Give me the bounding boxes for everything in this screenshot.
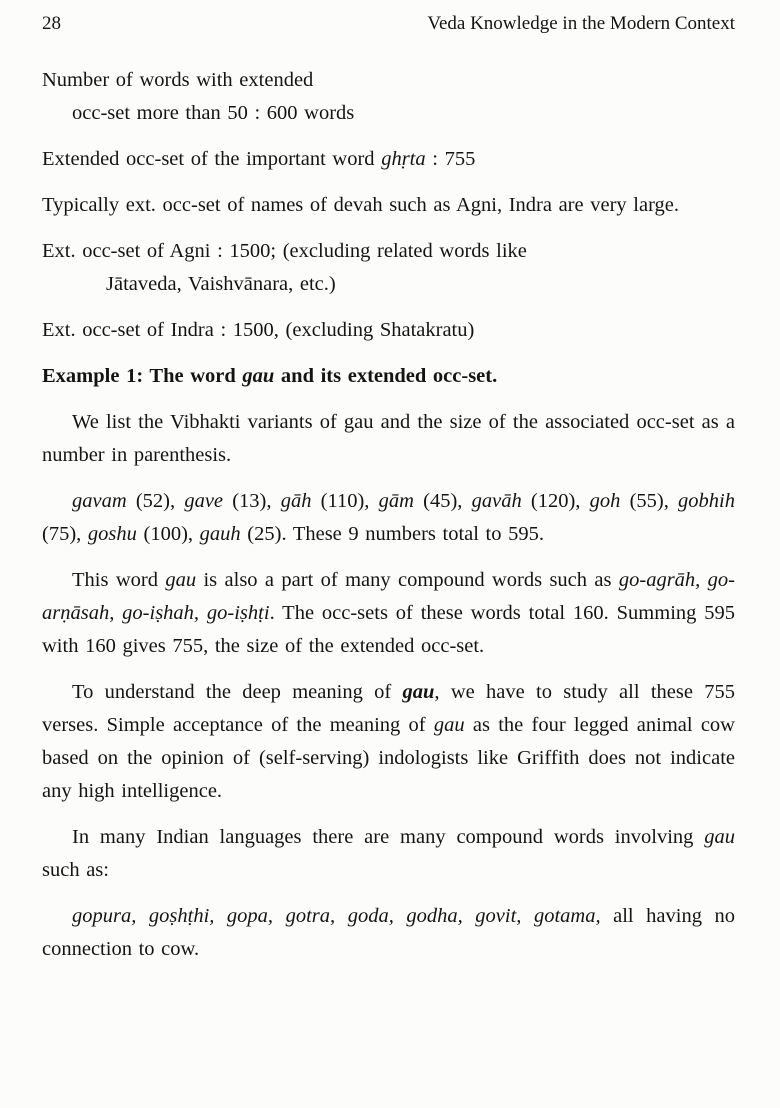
paragraph-variants: gavam (52), gave (13), gāh (110), gām (45), gavāh (120), goh (55), gobhih (75), goshu (100), gauh (25). These 9 numbers total to 595.	[42, 490, 735, 545]
page-number: 28	[42, 13, 61, 34]
stat-agni-line-1: Ext. occ-set of Agni : 1500; (excluding related words like	[42, 240, 527, 262]
paragraph-vibhakti: We list the Vibhakti variants of gau and the size of the associated occ-set as a number in parenthesis.	[42, 411, 735, 466]
page-header	[42, 12, 735, 36]
paragraph-languages: In many Indian languages there are many compound words involving gau such as:	[42, 826, 735, 881]
paragraph-compounds: This word gau is also a part of many compound words such as go-agrāh, go-arṇāsah, go-iṣhah, go-iṣhṭi. The occ-sets of these words total 160. Summing 595 with 160 gives 755, the size of the extended occ-set.	[42, 569, 736, 657]
stat-indra: Ext. occ-set of Indra : 1500, (excluding Shatakratu)	[42, 319, 475, 341]
stat-devah: Typically ext. occ-set of names of devah such as Agni, Indra are very large.	[42, 194, 680, 216]
stat-ghrta: Extended occ-set of the important word ghṛta : 755	[42, 148, 476, 170]
stat-agni-line-2: Jātaveda, Vaishvānara, etc.)	[106, 273, 336, 295]
example-heading: Example 1: The word gau and its extended occ-set.	[42, 365, 498, 387]
paragraph-meaning: To understand the deep meaning of gau, we have to study all these 755 verses. Simple acceptance of the meaning of gau as the four legged animal cow based on the opinion of (self-serving) indologists like Griffith does not indicate any high intelligence.	[42, 681, 735, 802]
page-body	[42, 64, 735, 966]
running-head-title: Veda Knowledge in the Modern Context	[427, 13, 735, 34]
paragraph-go-words: gopura, goṣhṭhi, gopa, gotra, goda, godha, govit, gotama, all having no connection to cow.	[42, 905, 735, 960]
stat-occset-line-1: Number of words with extended	[42, 69, 314, 91]
stat-occset-line-2: occ-set more than 50 : 600 words	[72, 102, 355, 124]
